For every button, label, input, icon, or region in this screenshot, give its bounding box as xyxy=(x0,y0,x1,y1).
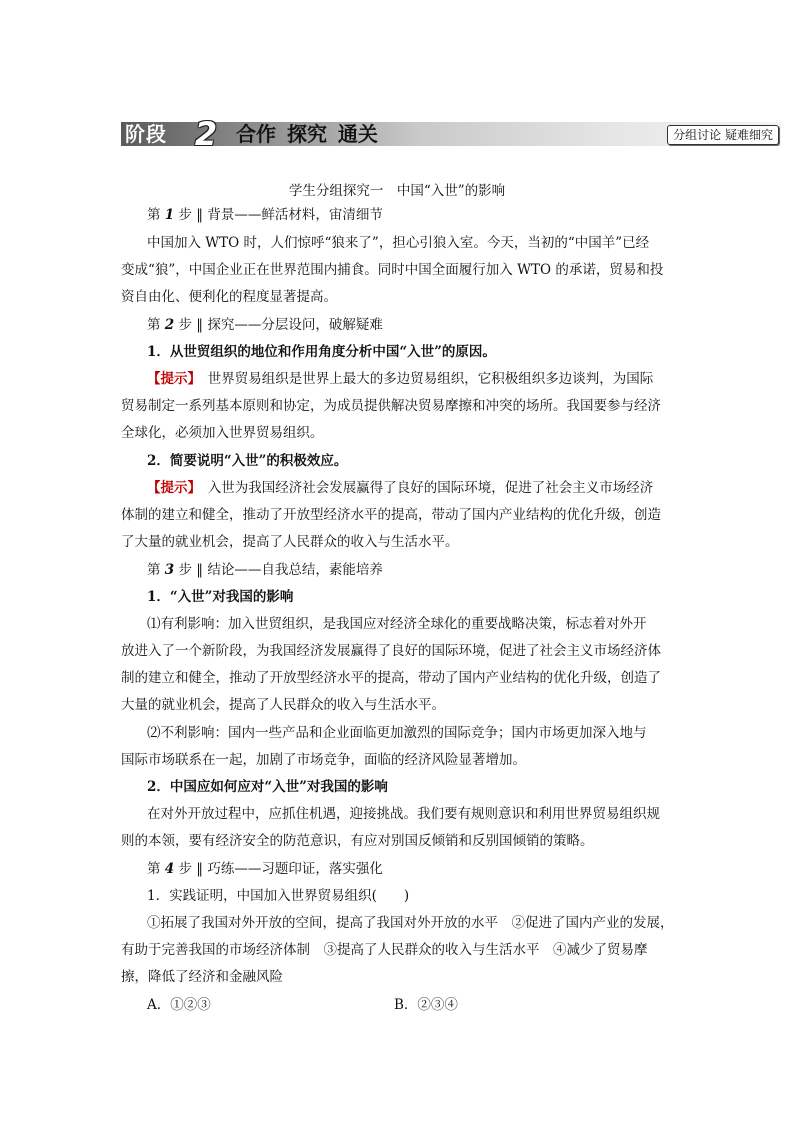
step3-p1-line-4: 大量的就业机会，提高了人民群众的收入与生活水平。 xyxy=(121,697,445,713)
step1-line-1: 中国加入 WTO 时，人们惊呼“狼来了”，担心引狼入室。今天，当初的“中国羊”已经 xyxy=(147,235,650,251)
step4-title xyxy=(147,859,383,879)
step3-p3-line-2: 则的本领，要有经济安全的防范意识，有应对别国反倾销和反别国倾销的策略。 xyxy=(121,833,594,849)
step1-label: 步 ‖ 背景——鲜活材料，宙清细节 xyxy=(178,207,383,223)
choice-a[interactable]: A．①②③ xyxy=(147,997,211,1013)
step4-question-1: 1．实践证明，中国加入世界贸易组织( ) xyxy=(147,888,410,904)
step3-p3-line-1: 在对外开放过程中，应抓住机遇，迎接挑战。我们要有规则意识和利用世界贸易组织规 xyxy=(147,806,660,822)
step2-prefix: 第 xyxy=(147,317,161,333)
step3-label: 步 ‖ 结论——自我总结，素能培养 xyxy=(178,562,383,578)
step2-question-1: 1．从世贸组织的地位和作用角度分析中国“入世”的原因。 xyxy=(147,344,496,360)
step3-num: 3 xyxy=(164,562,175,578)
step3-p1-line-1: ⑴有利影响：加入世贸组织，是我国应对经济全球化的重要战略决策，标志着对外开 xyxy=(147,616,647,632)
step4-prefix: 第 xyxy=(147,861,161,877)
step4-options-line-1: ①拓展了我国对外开放的空间，提高了我国对外开放的水平 ②促进了国内产业的发展， xyxy=(147,915,674,931)
step4-num: 4 xyxy=(164,861,175,877)
step3-p2-line-1: ⑵不利影响：国内一些产品和企业面临更加激烈的国际竞争；国内市场更加深入地与 xyxy=(147,725,647,741)
section-tag: 分组讨论 疑难细究 xyxy=(667,125,779,145)
step2-answer-2-line-1 xyxy=(147,478,653,498)
step4-options-line-2: 有助于完善我国的市场经济体制 ③提高了人民群众的收入与生活水平 ④减少了贸易摩 xyxy=(121,942,648,958)
step1-prefix: 第 xyxy=(147,207,161,223)
step2-answer-1-line-2: 贸易制定一系列基本原则和协定，为成员提供解决贸易摩擦和冲突的场所。我国要参与经济 xyxy=(121,398,661,414)
answer-2-text: 入世为我国经济社会发展赢得了良好的国际环境，促进了社会主义市场经济 xyxy=(194,480,654,496)
step2-label: 步 ‖ 探究——分层设问，破解疑难 xyxy=(178,317,383,333)
answer-1-text: 世界贸易组织是世界上最大的多边贸易组织，它积极组织多边谈判，为国际 xyxy=(194,371,654,387)
banner-title: 合作 探究 通关 xyxy=(236,122,378,146)
step4-options-line-3: 擦，降低了经济和金融风险 xyxy=(121,969,283,985)
step2-num: 2 xyxy=(164,317,175,333)
section-banner xyxy=(121,115,781,153)
step1-line-3: 资自由化、便利化的程度显著提高。 xyxy=(121,289,337,305)
step4-label: 步 ‖ 巧练——习题印证，落实强化 xyxy=(178,861,383,877)
stage-label: 阶段 xyxy=(125,122,167,146)
step3-p1-line-3: 制的建立和健全，推动了开放型经济水平的提高，带动了国内产业结构的优化升级，创造了 xyxy=(121,670,661,686)
step2-answer-1-line-3: 全球化，必须加入世界贸易组织。 xyxy=(121,425,324,441)
step1-title xyxy=(147,205,383,225)
step3-p1-line-2: 放进入了一个新阶段，为我国经济发展赢得了良好的国际环境，促进了社会主义市场经济体 xyxy=(121,643,661,659)
page-heading: 学生分组探究一 中国“入世”的影响 xyxy=(288,183,506,199)
step2-answer-2-line-3: 了大量的就业机会，提高了人民群众的收入与生活水平。 xyxy=(121,534,459,550)
step3-heading-2: 2．中国应如何应对“入世”对我国的影响 xyxy=(147,779,388,795)
stage-number: 2 xyxy=(194,115,218,153)
step1-num: 1 xyxy=(164,207,175,223)
step1-line-2: 变成“狼”，中国企业正在世界范围内捕食。同时中国全面履行加入 WTO 的承诺，贸易和投 xyxy=(121,262,664,278)
step2-question-2: 2．简要说明“入世”的积极效应。 xyxy=(147,453,348,469)
step2-answer-1-line-1 xyxy=(147,369,653,389)
step3-prefix: 第 xyxy=(147,562,161,578)
hint-label-2: 【提示】 xyxy=(147,480,195,496)
step2-title xyxy=(147,315,383,335)
choice-b[interactable]: B．②③④ xyxy=(394,997,458,1013)
hint-label-1: 【提示】 xyxy=(147,371,195,387)
step3-p2-line-2: 国际市场联系在一起，加剧了市场竞争，面临的经济风险显著增加。 xyxy=(121,752,526,768)
step3-title xyxy=(147,560,383,580)
step2-answer-2-line-2: 体制的建立和健全，推动了开放型经济水平的提高，带动了国内产业结构的优化升级，创造 xyxy=(121,507,661,523)
step3-heading-1: 1．“入世”对我国的影响 xyxy=(147,589,294,605)
